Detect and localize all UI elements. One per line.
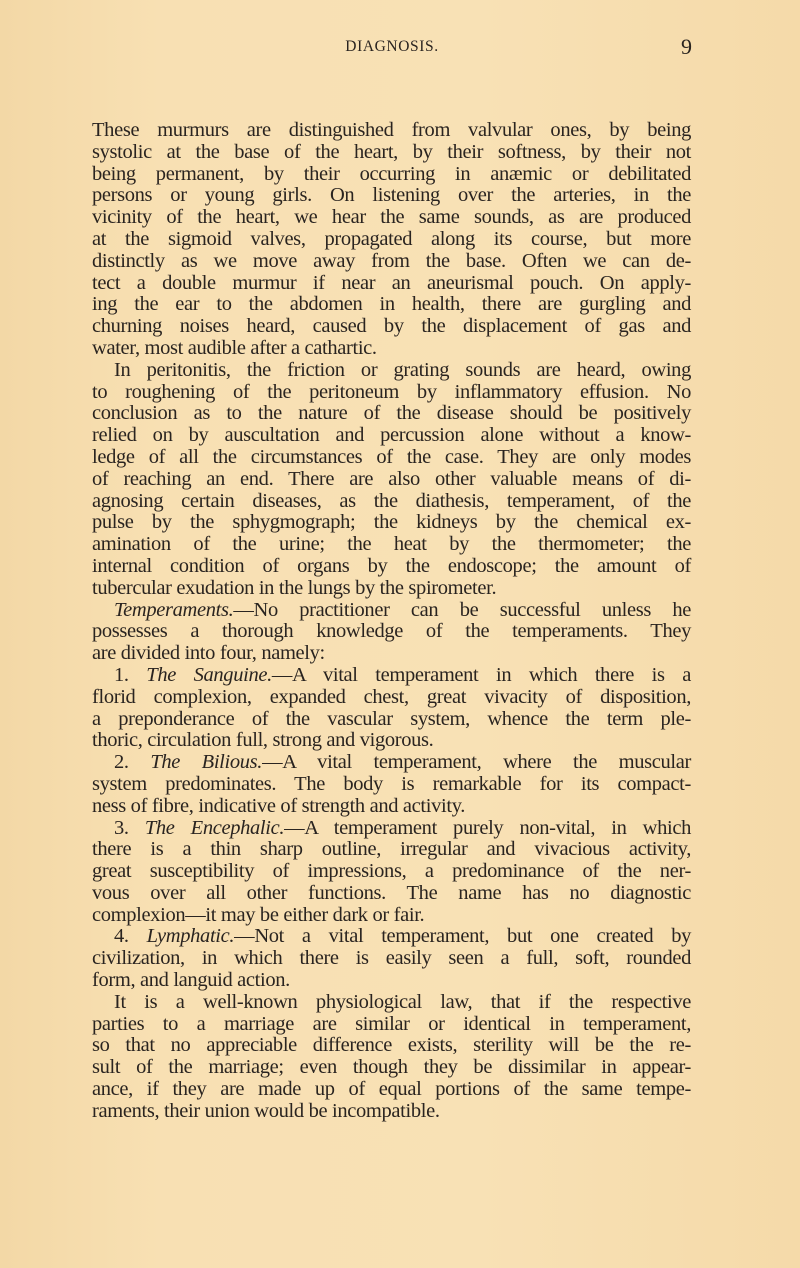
text-line: tubercular exudation in the lungs by the spirometer. <box>92 576 497 599</box>
text-line: at the sigmoid valves, propagated along its course, but more <box>92 227 691 250</box>
paragraph-temperaments <box>92 600 691 665</box>
list-item-sanguine <box>92 665 691 752</box>
text-line: great susceptibility of impressions, a predominance of the ner- <box>92 860 691 883</box>
item-heading: The Encephalic. <box>144 816 285 839</box>
text-line: civilization, in which there is easily seen a full, soft, rounded <box>92 947 691 970</box>
text-line: 4. Lymphatic.—Not a vital temperament, but one created by <box>114 925 691 948</box>
text-line: of reaching an end. There are also other valuable means of di- <box>92 467 691 490</box>
text-line: ing the ear to the abdomen in health, there are gurgling and <box>92 293 691 316</box>
text-line: relied on by auscultation and percussion alone without a know- <box>92 424 691 447</box>
text-line: vous over all other functions. The name has no diagnostic <box>92 881 691 904</box>
text-line: ance, if they are made up of equal portions of the same tempe- <box>92 1078 691 1101</box>
running-title: DIAGNOSIS. <box>345 38 439 55</box>
text-line: so that no appreciable difference exists, sterility will be the re- <box>92 1034 691 1057</box>
item-heading: The Bilious. <box>150 751 263 774</box>
text-line: sult of the marriage; even though they be dissimilar in appear- <box>92 1056 691 1079</box>
item-number: 4. <box>114 925 129 948</box>
text-line: 2. The Bilious.—A vital temperament, where the muscular <box>114 751 691 774</box>
body-text <box>92 120 691 1123</box>
paragraph-marriage <box>92 992 691 1123</box>
section-heading: Temperaments. <box>114 598 234 621</box>
text-line: churning noises heard, caused by the displacement of gas and <box>92 315 691 338</box>
text-line: conclusion as to the nature of the disease should be positively <box>92 402 691 425</box>
text-line: persons or young girls. On listening over the arteries, in the <box>92 184 691 207</box>
text-line: In peritonitis, the friction or grating sounds are heard, owing <box>114 358 691 381</box>
text-line: pulse by the sphygmograph; the kidneys by the chemical ex- <box>92 511 691 534</box>
text-line: agnosing certain diseases, as the diathesis, temperament, of the <box>92 489 691 512</box>
list-item-bilious <box>92 752 691 817</box>
text-line: water, most audible after a cathartic. <box>92 336 377 359</box>
item-number: 1. <box>114 663 129 686</box>
text-line: internal condition of organs by the endoscope; the amount of <box>92 554 691 577</box>
text-line: being permanent, by their occurring in anæmic or debilitated <box>92 162 691 185</box>
text-line: florid complexion, expanded chest, great vivacity of disposition, <box>92 685 691 708</box>
text-line: possesses a thorough knowledge of the temperaments. They <box>92 620 691 643</box>
text-line: thoric, circulation full, strong and vigorous. <box>92 729 434 752</box>
text-line: tect a double murmur if near an aneurismal pouch. On apply- <box>92 271 691 294</box>
text-line: ness of fibre, indicative of strength and activity. <box>92 794 466 817</box>
text-line: system predominates. The body is remarkable for its compact- <box>92 772 691 795</box>
text-line: raments, their union would be incompatible. <box>92 1099 440 1122</box>
paragraph-murmurs <box>92 120 691 360</box>
text-line: systolic at the base of the heart, by their softness, by their not <box>92 140 691 163</box>
page-number: 9 <box>681 34 692 59</box>
text-line: amination of the urine; the heat by the thermometer; the <box>92 533 691 556</box>
item-heading: Lymphatic. <box>146 925 235 948</box>
paragraph-peritonitis <box>92 360 691 600</box>
text-line: are divided into four, namely: <box>92 642 325 665</box>
text-line: vicinity of the heart, we hear the same sounds, as are produced <box>92 206 691 229</box>
list-item-lymphatic <box>92 926 691 991</box>
text-line: Temperaments.—No practitioner can be successful unless he <box>114 598 691 621</box>
text-line: 3. The Encephalic.—A temperament purely non-vital, in which <box>114 816 691 839</box>
text-line: These murmurs are distinguished from valvular ones, by being <box>92 119 691 141</box>
text-line: distinctly as we move away from the base. Often we can de- <box>92 249 691 272</box>
item-number: 2. <box>114 751 129 774</box>
text-line: It is a well-known physiological law, that if the respective <box>114 990 691 1013</box>
text-line: ledge of all the circumstances of the case. They are only modes <box>92 445 691 468</box>
text-line: complexion—it may be either dark or fair. <box>92 903 425 926</box>
text-line: form, and languid action. <box>92 969 290 992</box>
item-heading: The Sanguine. <box>146 663 272 686</box>
running-head <box>92 34 692 60</box>
list-item-encephalic <box>92 818 691 927</box>
text-line: there is a thin sharp outline, irregular and vivacious activity, <box>92 838 691 861</box>
item-number: 3. <box>114 816 129 839</box>
text-line: 1. The Sanguine.—A vital temperament in which there is a <box>114 663 691 686</box>
text-line: a preponderance of the vascular system, whence the term ple- <box>92 707 691 730</box>
text-line: parties to a marriage are similar or identical in temperament, <box>92 1012 691 1035</box>
text-line: to roughening of the peritoneum by inflammatory effusion. No <box>92 380 691 403</box>
